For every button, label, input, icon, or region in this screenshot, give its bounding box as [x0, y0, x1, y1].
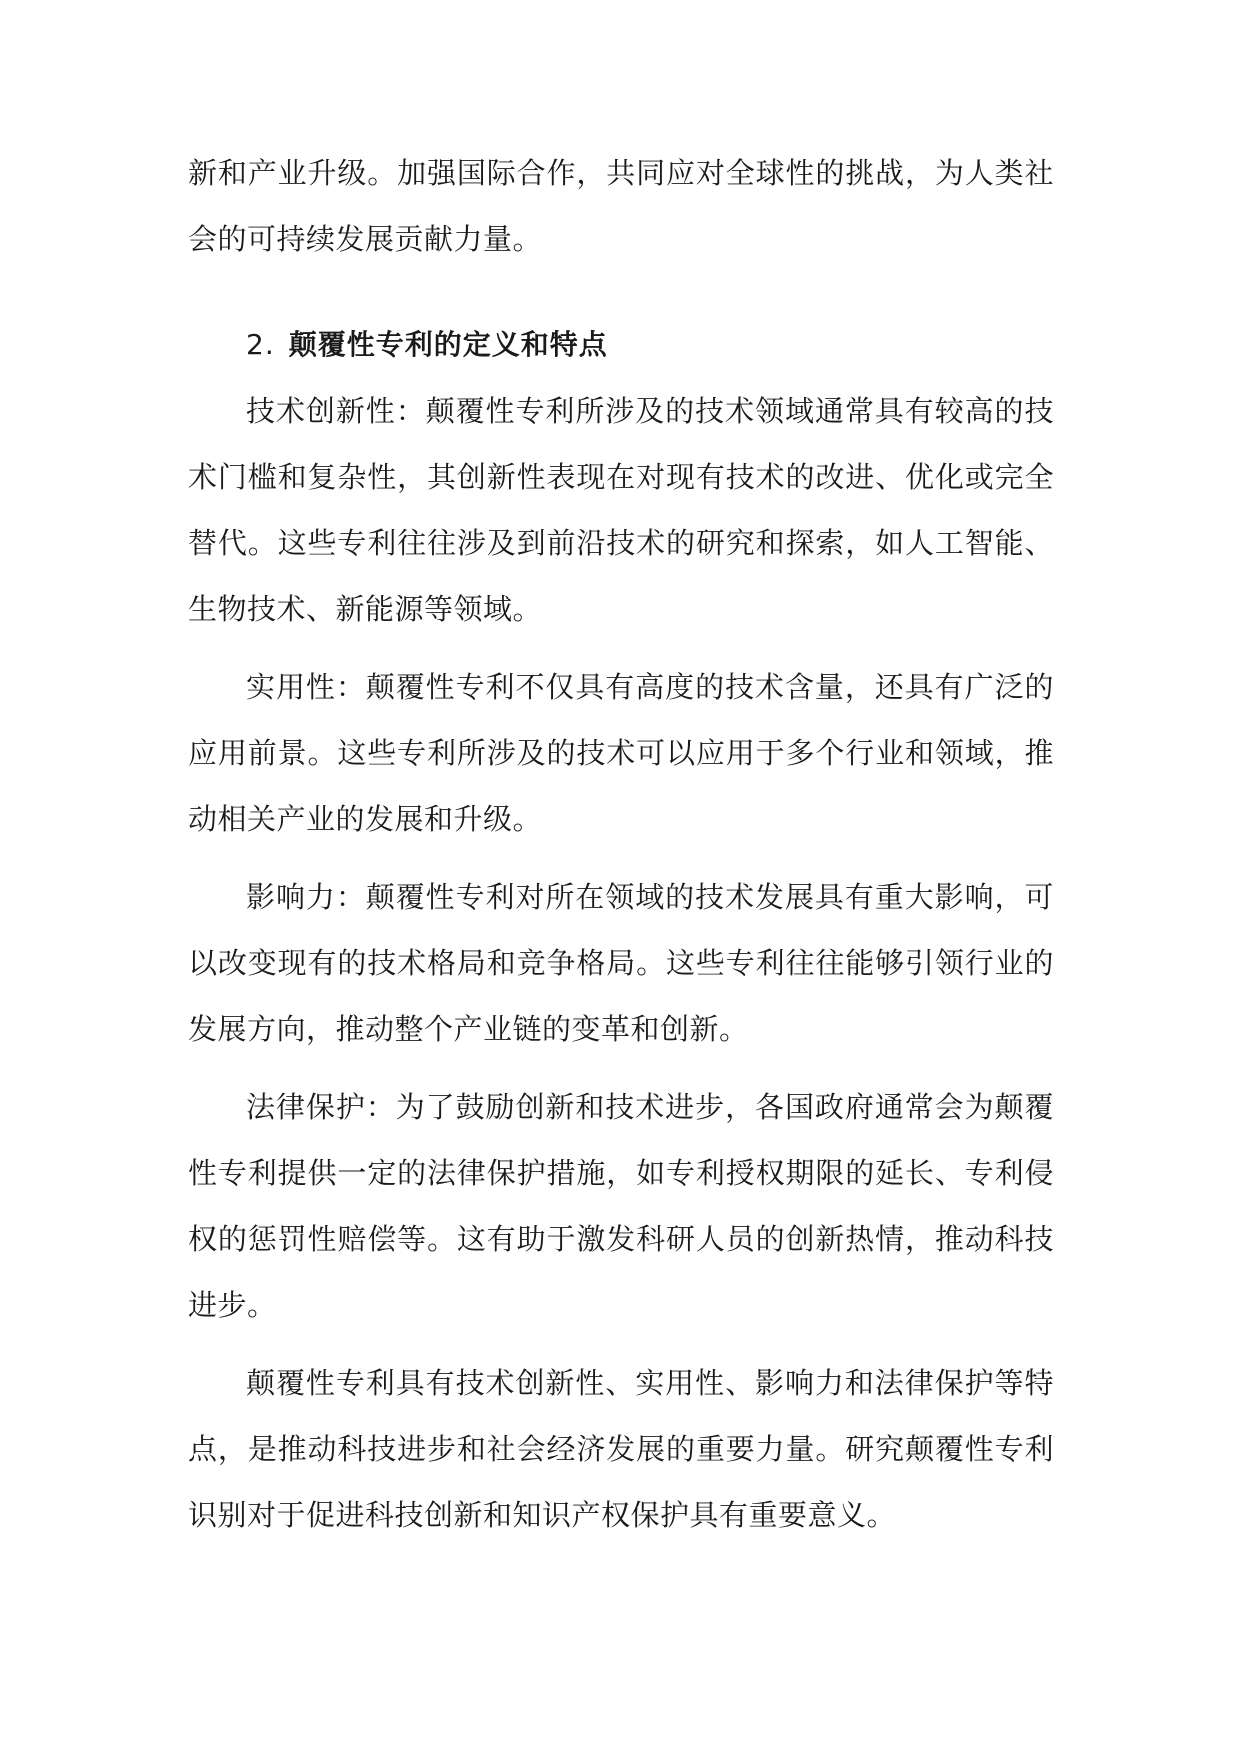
- section-heading: [188, 312, 1054, 378]
- continuation-paragraph: 新和产业升级。加强国际合作，共同应对全球性的挑战，为人类社会的可持续发展贡献力量。: [188, 156, 1054, 256]
- paragraph-influence: 影响力：颠覆性专利对所在领域的技术发展具有重大影响，可以改变现有的技术格局和竞争格局。这些专利往往能够引领行业的发展方向，推动整个产业链的变革和创新。: [188, 880, 1054, 1046]
- paragraph-legal-protection: 法律保护：为了鼓励创新和技术进步，各国政府通常会为颠覆性专利提供一定的法律保护措施，如专利授权期限的延长、专利侵权的惩罚性赔偿等。这有助于激发科研人员的创新热情，推动科技进步。: [188, 1090, 1054, 1322]
- paragraph-summary: 颠覆性专利具有技术创新性、实用性、影响力和法律保护等特点，是推动科技进步和社会经济发展的重要力量。研究颠覆性专利识别对于促进科技创新和知识产权保护具有重要意义。: [188, 1366, 1054, 1532]
- paragraph-practicality: 实用性：颠覆性专利不仅具有高度的技术含量，还具有广泛的应用前景。这些专利所涉及的技术可以应用于多个行业和领域，推动相关产业的发展和升级。: [188, 670, 1054, 836]
- section-title: 颠覆性专利的定义和特点: [288, 328, 608, 361]
- paragraph-tech-innovation: 技术创新性：颠覆性专利所涉及的技术领域通常具有较高的技术门槛和复杂性，其创新性表现在对现有技术的改进、优化或完全替代。这些专利往往涉及到前沿技术的研究和探索，如人工智能、生物技术、新能源等领域。: [188, 394, 1054, 626]
- section-number: 2.: [246, 328, 275, 361]
- document-page: [188, 140, 1054, 1548]
